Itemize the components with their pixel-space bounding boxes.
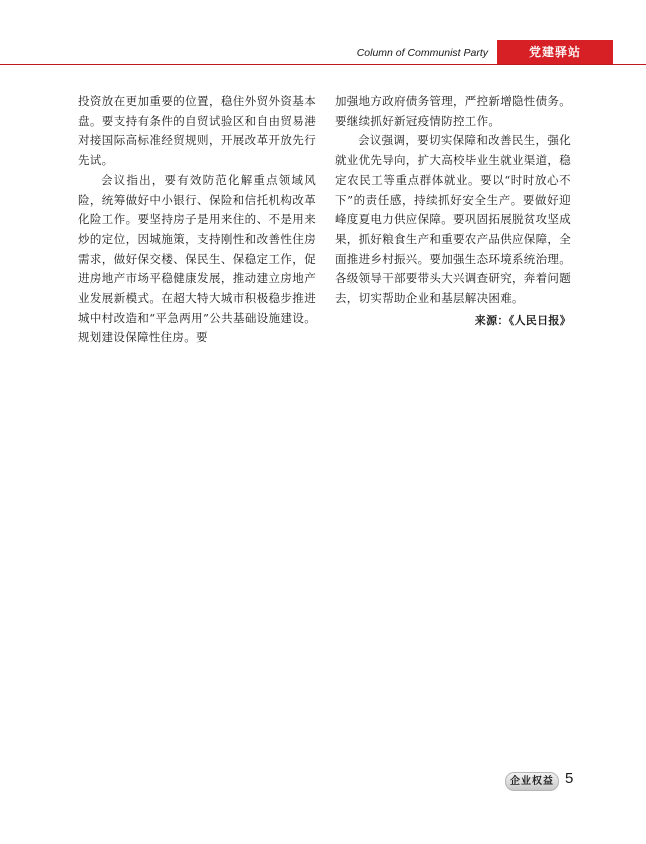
column-title-english: Column of Communist Party [356, 47, 488, 59]
article-column-right [335, 92, 571, 330]
paragraph: 加强地方政府债务管理，严控新增隐性债务。要继续抓好新冠疫情防控工作。 [335, 94, 571, 128]
paragraph: 会议指出，要有效防范化解重点领域风险，统筹做好中小银行、保险和信托机构改革化险工作。要坚持房子是用来住的、不是用来炒的定位，因城施策，支持刚性和改善性住房需求，做好保交楼、保民生、保稳定工作，促进房地产市场平稳健康发展，推动建立房地产业发展新模式。在超大特大城市积极稳步推进城中村改造和“平急两用”公共基础设施建设。规划建设保障性住房。要 [78, 172, 316, 345]
paragraph: 会议强调，要切实保障和改善民生，强化就业优先导向，扩大高校毕业生就业渠道，稳定农民工等重点群体就业。要以“时时放心不下”的责任感，持续抓好安全生产。要做好迎峰度夏电力供应保障。要巩固拓展脱贫攻坚成果，抓好粮食生产和重要农产品供应保障，全面推进乡村振兴。要加强生态环境系统治理。各级领导干部要带头大兴调查研究，奔着问题去，切实帮助企业和基层解决困难。 [335, 133, 571, 306]
article-column-left [78, 92, 316, 348]
header-rule [0, 64, 646, 65]
article-source: 来源：《人民日报》 [474, 313, 571, 327]
paragraph: 投资放在更加重要的位置，稳住外贸外资基本盘。要支持有条件的自贸试验区和自由贸易港对接国际高标准经贸规则，开展改革开放先行先试。 [78, 94, 316, 168]
column-tag: 党建驿站 [497, 40, 613, 65]
magazine-name-badge: 企业权益 [505, 772, 559, 791]
page-header [0, 0, 646, 70]
page-number: 5 [565, 770, 574, 787]
